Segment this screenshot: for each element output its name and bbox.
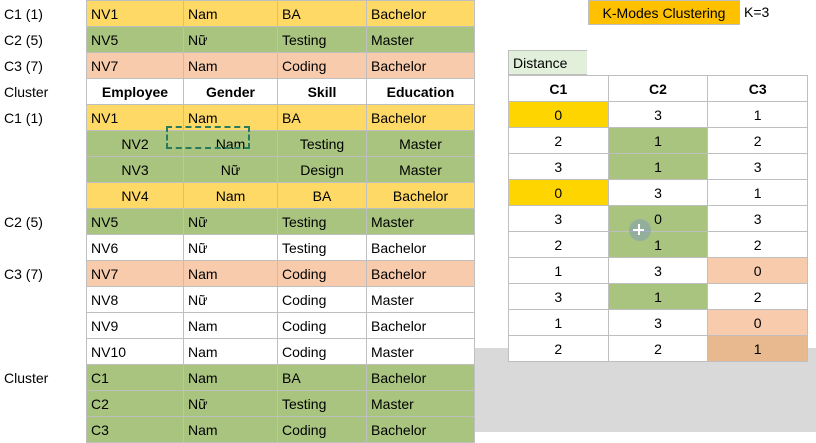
distance-row[interactable] — [509, 232, 808, 258]
distance-cell[interactable]: 2 — [708, 128, 808, 154]
table-cell[interactable]: Master — [367, 209, 475, 235]
distance-row[interactable] — [509, 128, 808, 154]
new-centroid-row[interactable] — [0, 365, 475, 391]
cluster-header-label: Cluster — [0, 79, 87, 105]
distance-cell[interactable]: 1 — [608, 232, 708, 258]
distance-row[interactable] — [509, 180, 808, 206]
distance-cell[interactable]: 1 — [708, 336, 808, 362]
table-cell[interactable]: Coding — [278, 417, 367, 443]
table-cell[interactable]: Nam — [184, 313, 278, 339]
distance-cell[interactable]: 3 — [509, 284, 609, 310]
cluster-label[interactable] — [0, 235, 87, 261]
table-cell[interactable]: Nam — [184, 1, 278, 27]
distance-column-header: C3 — [708, 76, 808, 102]
distance-column-header: C1 — [509, 76, 609, 102]
distance-cell[interactable]: 0 — [509, 180, 609, 206]
table-cell[interactable]: C3 — [87, 417, 184, 443]
table-cell[interactable]: Coding — [278, 287, 367, 313]
column-header: Skill — [278, 79, 367, 105]
table-cell[interactable]: Master — [367, 339, 475, 365]
distance-cell[interactable]: 2 — [608, 336, 708, 362]
table-cell[interactable]: Testing — [278, 209, 367, 235]
table-cell[interactable]: Bachelor — [367, 365, 475, 391]
table-cell[interactable]: NV6 — [87, 235, 184, 261]
table-cell[interactable]: NV1 — [87, 105, 184, 131]
table-cell[interactable]: C2 — [87, 391, 184, 417]
distance-cell[interactable]: 1 — [708, 102, 808, 128]
distance-cell[interactable]: 0 — [509, 102, 609, 128]
distance-cell[interactable]: 2 — [708, 232, 808, 258]
table-cell[interactable]: NV10 — [87, 339, 184, 365]
distance-cell[interactable]: 1 — [608, 284, 708, 310]
table-cell[interactable]: Master — [367, 157, 475, 183]
distance-row[interactable] — [509, 336, 808, 362]
table-cell[interactable]: Coding — [278, 313, 367, 339]
distance-column-header: C2 — [608, 76, 708, 102]
table-cell[interactable]: NV7 — [87, 261, 184, 287]
table-cell[interactable]: Nữ — [184, 157, 278, 183]
table-row[interactable] — [0, 157, 475, 183]
table-cell[interactable]: Nữ — [184, 209, 278, 235]
table-cell[interactable]: Bachelor — [367, 105, 475, 131]
table-row[interactable] — [0, 287, 475, 313]
distance-row[interactable] — [509, 206, 808, 232]
table-cell[interactable]: Coding — [278, 53, 367, 79]
cluster-label[interactable]: C1 (1) — [0, 105, 87, 131]
table-cell[interactable]: Coding — [278, 261, 367, 287]
distance-cell[interactable]: 0 — [708, 310, 808, 336]
table-cell[interactable]: NV9 — [87, 313, 184, 339]
table-cell[interactable]: Nam — [184, 339, 278, 365]
table-cell[interactable]: C1 — [87, 365, 184, 391]
centroid-row[interactable] — [0, 27, 475, 53]
table-cell[interactable]: Nam — [184, 261, 278, 287]
distance-cell[interactable]: 3 — [608, 102, 708, 128]
table-row[interactable] — [0, 313, 475, 339]
distance-cell[interactable]: 1 — [608, 128, 708, 154]
table-cell[interactable]: NV3 — [87, 157, 184, 183]
table-cell[interactable]: Bachelor — [367, 417, 475, 443]
cluster-label[interactable] — [0, 131, 87, 157]
distance-cell[interactable]: 1 — [708, 180, 808, 206]
distance-cell[interactable]: 2 — [509, 128, 609, 154]
table-cell[interactable]: NV4 — [87, 183, 184, 209]
distance-cell[interactable]: 0 — [608, 206, 708, 232]
centroid-label[interactable]: C3 (7) — [0, 53, 87, 79]
new-centroid-label[interactable] — [0, 417, 87, 443]
centroid-label[interactable]: C1 (1) — [0, 1, 87, 27]
table-cell[interactable]: BA — [278, 105, 367, 131]
table-cell[interactable]: Master — [367, 391, 475, 417]
distance-cell[interactable]: 0 — [708, 258, 808, 284]
table-cell[interactable]: NV5 — [87, 27, 184, 53]
table-cell[interactable]: Nam — [184, 417, 278, 443]
distance-row[interactable] — [509, 102, 808, 128]
table-cell[interactable]: Coding — [278, 339, 367, 365]
table-row[interactable] — [0, 235, 475, 261]
distance-row[interactable] — [509, 310, 808, 336]
column-header: Employee — [87, 79, 184, 105]
distance-row[interactable] — [509, 284, 808, 310]
table-cell[interactable]: Nữ — [184, 235, 278, 261]
table-cell[interactable]: Master — [367, 131, 475, 157]
column-header: Gender — [184, 79, 278, 105]
distance-cell[interactable]: 2 — [509, 336, 609, 362]
table-cell[interactable]: Nữ — [184, 287, 278, 313]
new-centroid-row[interactable] — [0, 391, 475, 417]
centroid-row[interactable] — [0, 1, 475, 27]
table-cell[interactable]: BA — [278, 183, 367, 209]
cluster-label[interactable] — [0, 313, 87, 339]
table-cell[interactable]: Bachelor — [367, 261, 475, 287]
centroid-row[interactable] — [0, 53, 475, 79]
kmodes-title: K-Modes Clustering — [588, 0, 740, 25]
distance-cell[interactable]: 1 — [509, 258, 609, 284]
table-cell[interactable]: BA — [278, 365, 367, 391]
table-cell[interactable]: Testing — [278, 27, 367, 53]
table-row[interactable] — [0, 131, 475, 157]
distance-cell[interactable]: 1 — [509, 310, 609, 336]
table-cell[interactable]: Bachelor — [367, 53, 475, 79]
table-cell[interactable]: Testing — [278, 235, 367, 261]
cluster-label[interactable]: C2 (5) — [0, 209, 87, 235]
table-cell[interactable]: Nam — [184, 53, 278, 79]
table-cell[interactable]: Nữ — [184, 391, 278, 417]
table-cell[interactable]: NV1 — [87, 1, 184, 27]
table-cell[interactable]: Master — [367, 27, 475, 53]
distance-cell[interactable]: 2 — [708, 284, 808, 310]
cluster-label[interactable] — [0, 287, 87, 313]
distance-cell[interactable]: 3 — [608, 310, 708, 336]
table-header-row — [0, 79, 475, 105]
cluster-label[interactable]: C3 (7) — [0, 261, 87, 287]
distance-matrix-table[interactable] — [508, 75, 808, 362]
table-row[interactable] — [0, 209, 475, 235]
k-value-label: K=3 — [744, 4, 770, 20]
new-centroid-label[interactable]: Cluster — [0, 365, 87, 391]
new-centroid-label[interactable] — [0, 391, 87, 417]
table-cell[interactable]: BA — [278, 1, 367, 27]
cluster-label[interactable] — [0, 183, 87, 209]
table-cell[interactable]: Bachelor — [367, 235, 475, 261]
distance-header-row — [509, 76, 808, 102]
table-cell[interactable]: Bachelor — [367, 313, 475, 339]
table-row[interactable] — [0, 105, 475, 131]
distance-cell[interactable]: 3 — [608, 258, 708, 284]
table-cell[interactable]: Nam — [184, 183, 278, 209]
table-row[interactable] — [0, 183, 475, 209]
distance-row[interactable] — [509, 154, 808, 180]
table-cell[interactable]: Nam — [184, 365, 278, 391]
column-header: Education — [367, 79, 475, 105]
table-cell[interactable]: NV2 — [87, 131, 184, 157]
table-cell[interactable]: Nam — [184, 131, 278, 157]
table-cell[interactable]: NV8 — [87, 287, 184, 313]
table-cell[interactable]: Testing — [278, 131, 367, 157]
table-cell[interactable]: Master — [367, 287, 475, 313]
table-cell[interactable]: NV5 — [87, 209, 184, 235]
distance-row[interactable] — [509, 258, 808, 284]
table-cell[interactable]: Bachelor — [367, 1, 475, 27]
table-cell[interactable]: Nữ — [184, 27, 278, 53]
table-row[interactable] — [0, 261, 475, 287]
table-row[interactable] — [0, 339, 475, 365]
centroid-label[interactable]: C2 (5) — [0, 27, 87, 53]
table-cell[interactable]: Nam — [184, 105, 278, 131]
table-cell[interactable]: Design — [278, 157, 367, 183]
new-centroid-row[interactable] — [0, 417, 475, 443]
distance-cell[interactable]: 3 — [708, 206, 808, 232]
distance-cell[interactable]: 3 — [509, 206, 609, 232]
distance-cell[interactable]: 3 — [608, 180, 708, 206]
distance-cell[interactable]: 2 — [509, 232, 609, 258]
cluster-label[interactable] — [0, 339, 87, 365]
table-cell[interactable]: NV7 — [87, 53, 184, 79]
table-cell[interactable]: Bachelor — [367, 183, 475, 209]
distance-label: Distance — [508, 50, 587, 75]
distance-cell[interactable]: 3 — [509, 154, 609, 180]
table-cell[interactable]: Testing — [278, 391, 367, 417]
cluster-label[interactable] — [0, 157, 87, 183]
distance-cell[interactable]: 1 — [608, 154, 708, 180]
distance-cell[interactable]: 3 — [708, 154, 808, 180]
